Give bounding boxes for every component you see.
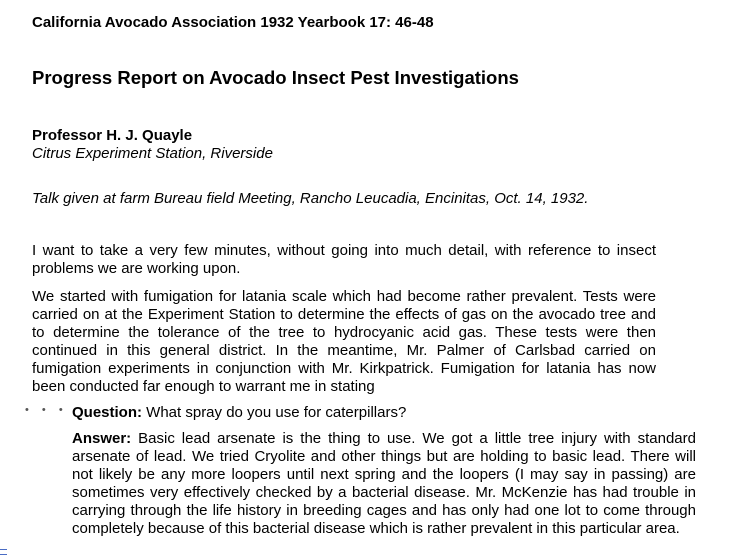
article-title: Progress Report on Avocado Insect Pest Investigations (32, 67, 519, 88)
body-paragraph-2: We started with fumigation for latania scale which had become rather prevalent. Tests were carried on at the Experiment Station to determine the effects of gas on the avocado tree and to determine the tolerance of the tree to hydrocyanic acid gas. These tests were then continued in this general district. In the meantime, Mr. Palmer of Carlsbad carried on fumigation experiments in conjunction with Mr. Kirkpatrick. Fumigation for latania has now been conducted far enough to warrant me in stating (32, 288, 656, 395)
question-label: Question: (72, 404, 142, 421)
scroll-edge-marker (0, 549, 7, 555)
answer-paragraph (72, 430, 696, 538)
author-affiliation: Citrus Experiment Station, Riverside (32, 145, 273, 162)
author-name: Professor H. J. Quayle (32, 127, 193, 144)
ellipsis-dots-icon: • • • (25, 404, 68, 416)
source-citation: California Avocado Association 1932 Yearbook 17: 46-48 (32, 14, 434, 31)
talk-note: Talk given at farm Bureau field Meeting, Rancho Leucadia, Encinitas, Oct. 14, 1932. (32, 190, 589, 207)
answer-label: Answer: (72, 430, 132, 447)
question-line (72, 404, 406, 421)
body-paragraph-1: I want to take a very few minutes, without going into much detail, with reference to insect problems we are working upon. (32, 242, 656, 277)
answer-text: Basic lead arsenate is the thing to use. We got a little tree injury with standard arsenate of lead. We tried Cryolite and other things but are holding to basic lead. There will not likely be any more loopers until next spring and the loopers (I may say in passing) are sometimes very effectively checked by a bacterial disease. Mr. McKenzie has had trouble in carrying through the life history in breeding cages and has only had one lot to come through completely because of this bacterial disease which is rather prevalent in this particular area. (72, 430, 696, 537)
question-text: What spray do you use for caterpillars? (146, 404, 407, 421)
